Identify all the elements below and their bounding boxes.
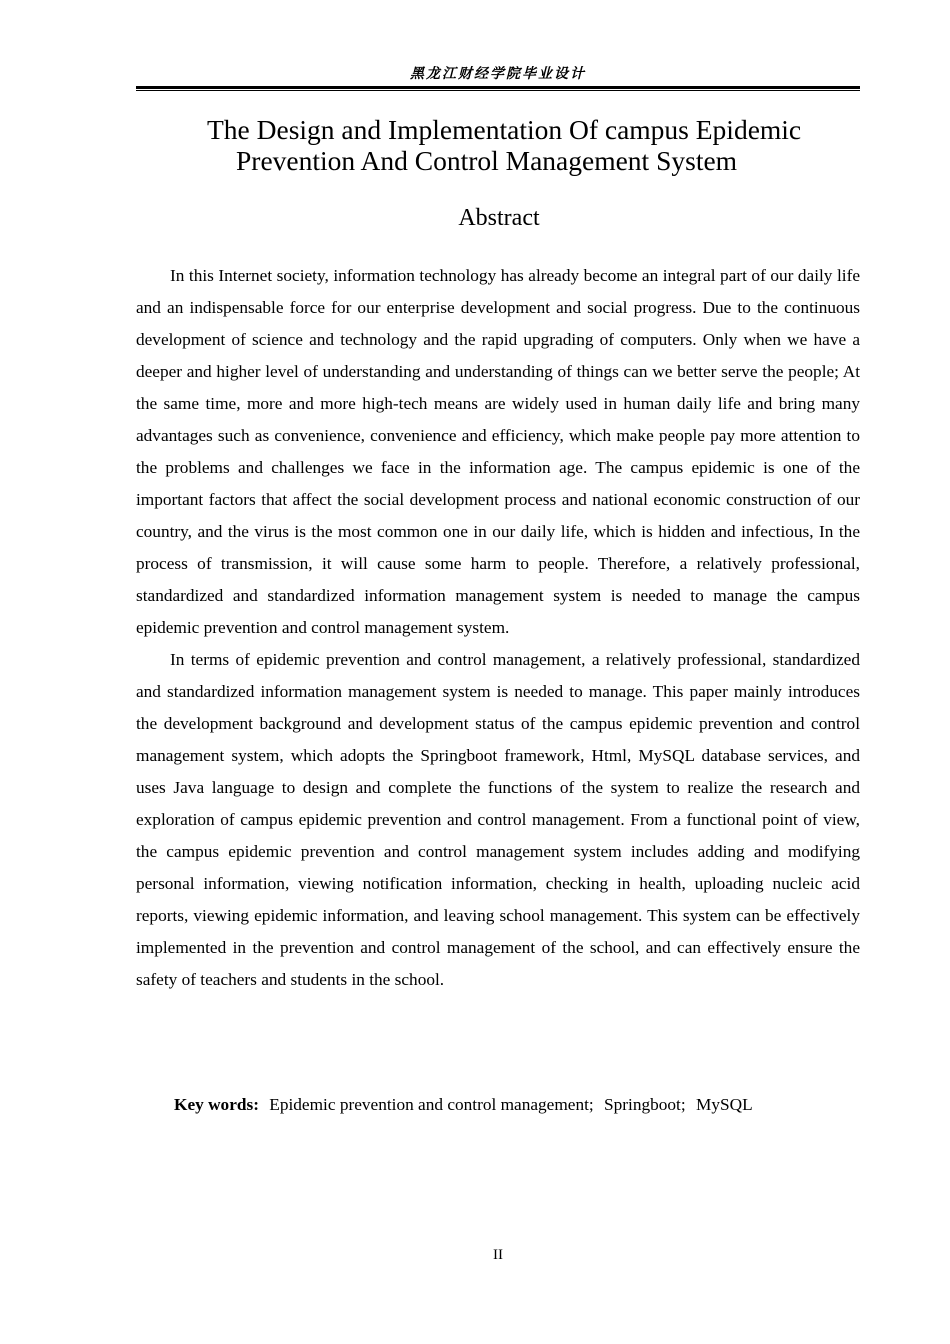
abstract-heading-text: Abstract [458, 205, 540, 231]
header-rule-thin [136, 90, 860, 91]
keywords-label: Key words: [174, 1095, 259, 1114]
running-header: 黑龙江财经学院毕业设计 [410, 67, 586, 82]
keywords [174, 1091, 860, 1119]
abstract-heading [136, 204, 860, 232]
header-rule-thick [136, 86, 860, 89]
abstract-body [136, 260, 860, 996]
keyword-item: Springboot; [604, 1095, 686, 1114]
abstract-paragraph-2: In terms of epidemic prevention and control management, a relatively professional, standardized and standardized information management system is needed to manage. This paper mainly introduces the development background and development status of the campus epidemic prevention and control management system, which adopts the Springboot framework, Html, MySQL database services, and uses Java language to design and complete the functions of the system to realize the research and exploration of campus epidemic prevention and control management. From a functional point of view, the campus epidemic prevention and control management system includes adding and modifying personal information, viewing notification information, checking in health, uploading nucleic acid reports, viewing epidemic information, and leaving school management. This system can be effectively implemented in the prevention and control management of the school, and can effectively ensure the safety of teachers and students in the school. [136, 650, 860, 989]
keyword-item: Epidemic prevention and control management; [269, 1095, 594, 1114]
document-title [136, 114, 860, 176]
abstract-paragraph-1: In this Internet society, information technology has already become an integral part of our daily life and an indispensable force for our enterprise development and social progress. Due to the continuous development of science and technology and the rapid upgrading of computers. Only when we have a deeper and higher level of understanding and understanding of things can we better serve the people; At the same time, more and more high-tech means are widely used in human daily life and bring many advantages such as convenience, convenience and efficiency, which make people pay more attention to the problems and challenges we face in the information age. The campus epidemic is one of the important factors that affect the social development process and national economic construction of our country, and the virus is the most common one in our daily life, which is hidden and infectious, In the process of transmission, it will cause some harm to people. Therefore, a relatively professional, standardized and standardized information management system is needed to manage the campus epidemic prevention and control management system. [136, 266, 860, 637]
keyword-item: MySQL [695, 1095, 753, 1114]
title-line-1: The Design and Implementation Of campus Epidemic [207, 114, 802, 145]
title-line-2: Prevention And Control Management System [236, 145, 738, 176]
page-number: II [493, 1247, 503, 1263]
